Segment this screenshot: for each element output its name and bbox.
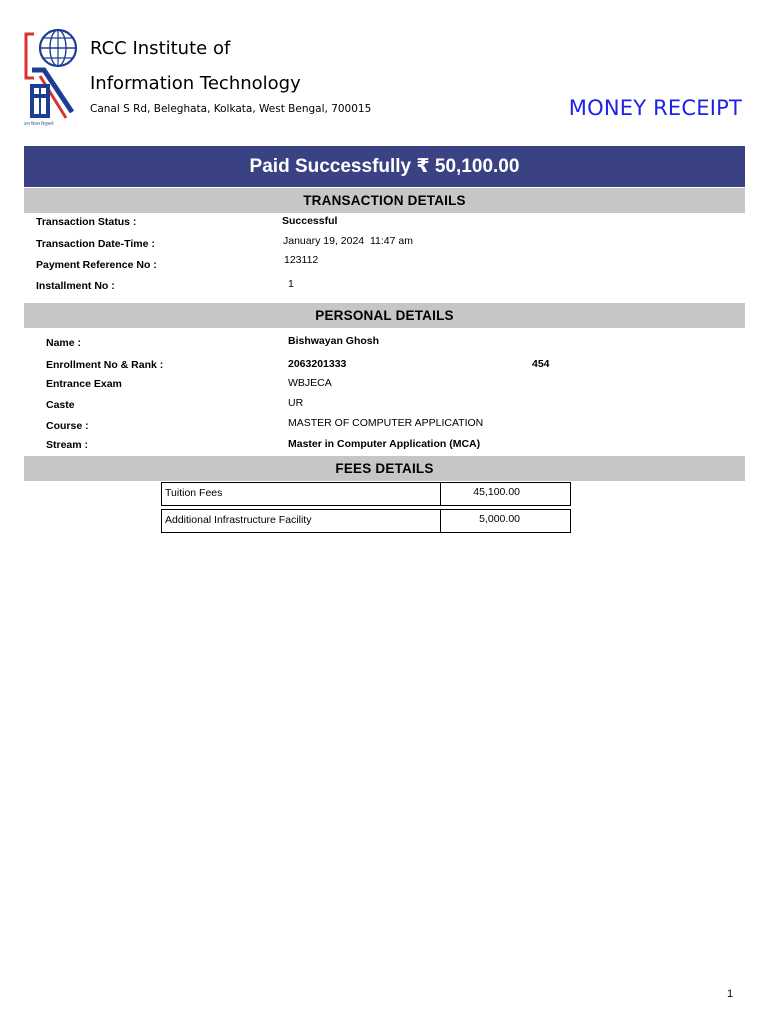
fee-name: Tuition Fees bbox=[162, 483, 441, 505]
installment-value: 1 bbox=[288, 278, 294, 290]
logo-tagline: ज्ञान विज्ञान विमुक्तये bbox=[24, 121, 54, 126]
fee-name: Additional Infrastructure Facility bbox=[162, 510, 441, 532]
payment-status-banner: Paid Successfully ₹ 50,100.00 bbox=[24, 146, 745, 187]
payment-reference-label: Payment Reference No : bbox=[36, 259, 157, 271]
transaction-datetime-value: January 19, 2024 11:47 am bbox=[283, 235, 413, 247]
institute-name-line2: Information Technology bbox=[90, 73, 301, 94]
entrance-exam-value: WBJECA bbox=[288, 377, 332, 389]
personal-details-heading: PERSONAL DETAILS bbox=[24, 303, 745, 328]
page-number: 1 bbox=[727, 988, 734, 1000]
caste-value: UR bbox=[288, 397, 304, 409]
fee-amount: 45,100.00 bbox=[473, 486, 520, 498]
institute-logo bbox=[22, 26, 82, 132]
transaction-details-heading: TRANSACTION DETAILS bbox=[24, 188, 745, 213]
name-label: Name : bbox=[46, 337, 82, 349]
course-value: MASTER OF COMPUTER APPLICATION bbox=[288, 417, 484, 429]
stream-label: Stream : bbox=[46, 439, 89, 451]
course-label: Course : bbox=[46, 420, 89, 432]
fee-row bbox=[161, 482, 571, 506]
enrollment-label: Enrollment No & Rank : bbox=[46, 359, 164, 371]
entrance-exam-label: Entrance Exam bbox=[46, 378, 122, 390]
institute-address: Canal S Rd, Beleghata, Kolkata, West Bengal, 700015 bbox=[90, 103, 372, 115]
stream-value: Master in Computer Application (MCA) bbox=[288, 438, 481, 450]
rank-value: 454 bbox=[532, 358, 550, 370]
transaction-status-label: Transaction Status : bbox=[36, 216, 137, 228]
enrollment-value: 2063201333 bbox=[288, 358, 347, 370]
institute-name-line1: RCC Institute of bbox=[90, 38, 231, 59]
fees-details-heading: FEES DETAILS bbox=[24, 456, 745, 481]
transaction-datetime-label: Transaction Date-Time : bbox=[36, 238, 155, 250]
fee-amount: 5,000.00 bbox=[479, 513, 520, 525]
installment-label: Installment No : bbox=[36, 280, 115, 292]
caste-label: Caste bbox=[46, 399, 75, 411]
name-value: Bishwayan Ghosh bbox=[288, 335, 380, 347]
transaction-status-value: Successful bbox=[282, 215, 338, 227]
payment-reference-value: 123112 bbox=[284, 254, 319, 266]
fee-row bbox=[161, 509, 571, 533]
receipt-title: MONEY RECEIPT bbox=[568, 96, 742, 120]
